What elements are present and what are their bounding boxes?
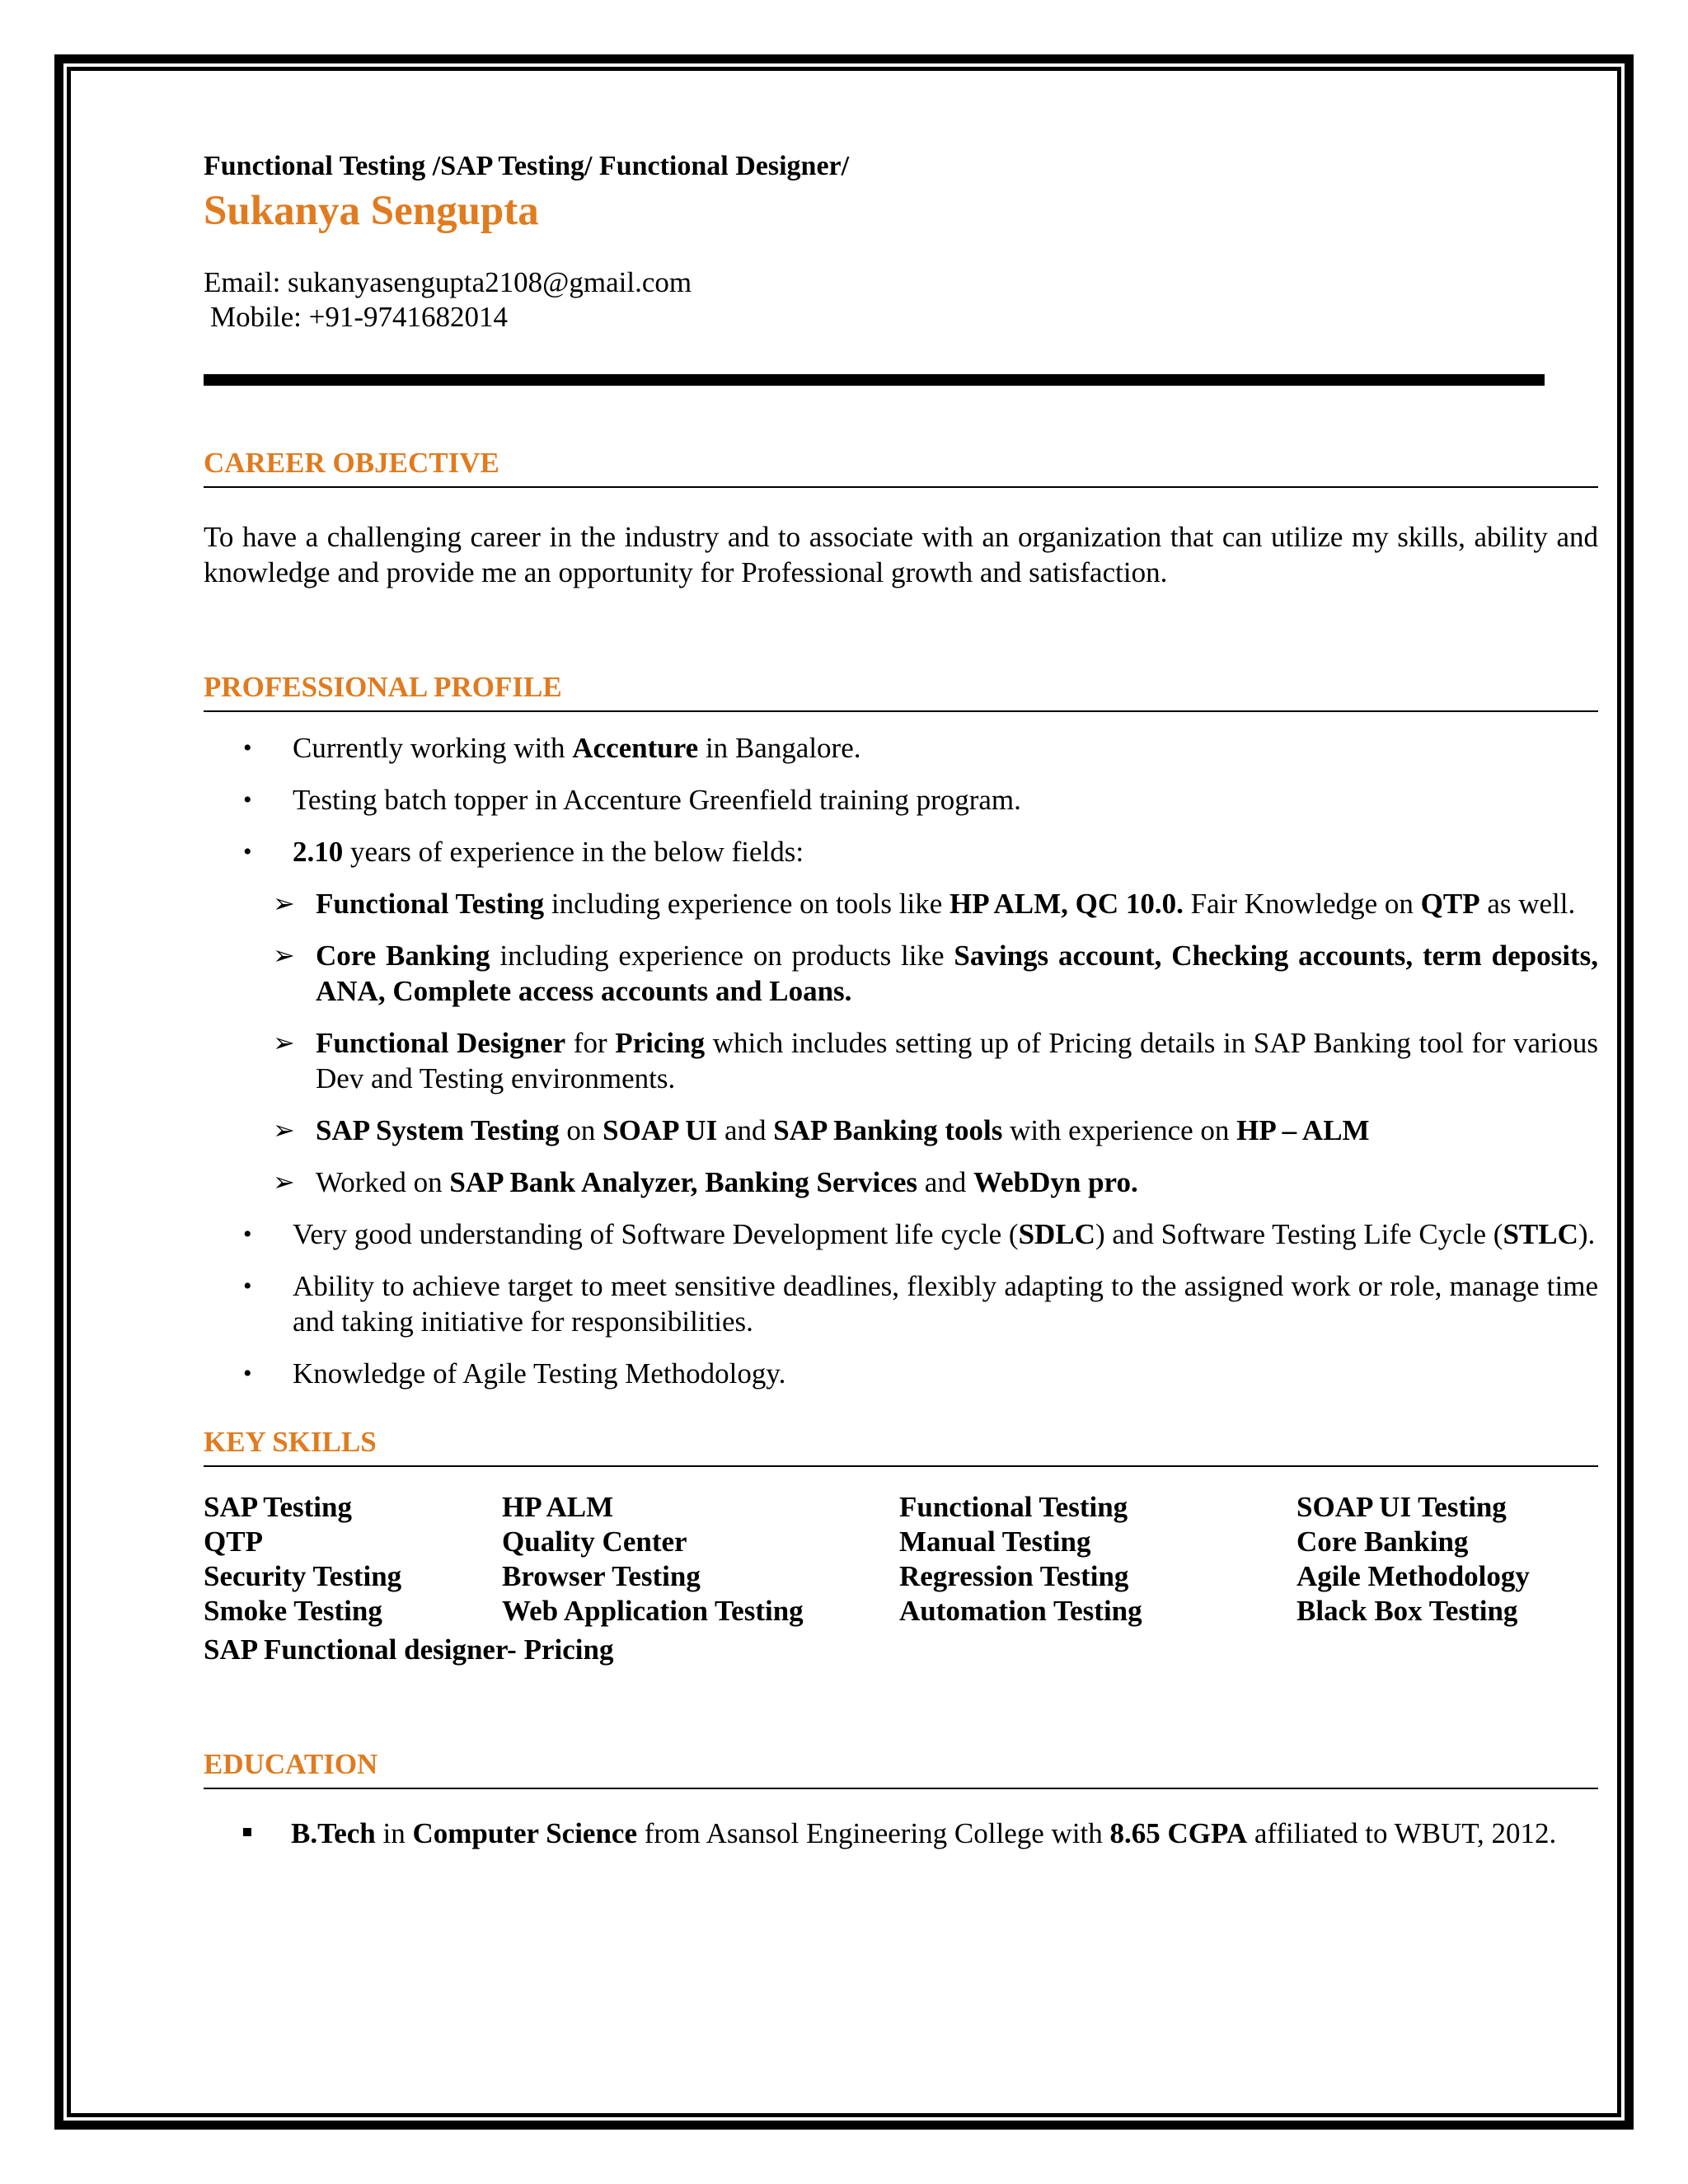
text-run: Very good understanding of Software Development life cycle ( (293, 1218, 1019, 1250)
bold-run: Pricing (615, 1027, 706, 1059)
experience-field-item (204, 1025, 1598, 1096)
experience-fields-list (204, 886, 1598, 1200)
email-line: Email: sukanyasengupta2108@gmail.com (204, 266, 692, 298)
square-bullet-icon (243, 1828, 251, 1836)
bold-run: Functional Designer (316, 1027, 566, 1059)
bold-run: WebDyn pro. (973, 1166, 1138, 1198)
bold-run: Accenture (572, 732, 699, 764)
text-run: ). (1578, 1218, 1596, 1250)
text-run: and (917, 1166, 974, 1198)
skill: Functional Testing (899, 1491, 1128, 1523)
bullet-icon: • (243, 786, 252, 813)
bullet-icon: • (243, 1221, 252, 1248)
bold-run: HP – ALM (1236, 1114, 1370, 1146)
education-list (204, 1816, 1598, 1851)
text-run: including experience on tools like (544, 888, 950, 920)
skill: SAP Functional designer- Pricing (204, 1633, 614, 1666)
skill: Automation Testing (899, 1595, 1142, 1627)
skill: SAP Testing (204, 1491, 352, 1523)
bullet-icon: • (243, 1360, 252, 1387)
mobile-line: Mobile: +91-9741682014 (210, 301, 508, 333)
bold-run: SAP Bank Analyzer, Banking Services (449, 1166, 917, 1198)
profile-item (204, 834, 1598, 1200)
bold-run: SDLC (1018, 1218, 1095, 1250)
section-title-education: EDUCATION (204, 1746, 1598, 1789)
experience-field-item (204, 938, 1598, 1009)
bold-run: SOAP UI (603, 1114, 718, 1146)
skill: Black Box Testing (1296, 1595, 1518, 1627)
bold-run: SAP Banking tools (773, 1114, 1003, 1146)
bold-run: HP ALM, QC 10.0. (949, 888, 1184, 920)
text-run: with experience on (1002, 1114, 1237, 1146)
profile-list (204, 730, 1598, 1391)
text-run: which includes setting up of Pricing details in SAP Banking tool for various Dev and Testing environments. (316, 1027, 1599, 1094)
skill: Web Application Testing (502, 1595, 804, 1627)
profile-item (204, 1268, 1598, 1339)
header-divider (204, 374, 1545, 386)
bold-run: SAP System Testing (316, 1114, 560, 1146)
bold-run: Functional Testing (316, 888, 545, 920)
skill: Agile Methodology (1296, 1560, 1530, 1592)
skill: Quality Center (502, 1526, 687, 1558)
section-title-career-objective: CAREER OBJECTIVE (204, 445, 1598, 488)
resume-body (204, 148, 1598, 1851)
skill: HP ALM (502, 1491, 614, 1523)
text-run: affiliated to WBUT, 2012. (1247, 1817, 1557, 1849)
text-run: Worked on (316, 1166, 450, 1198)
bold-run: Savings account, Checking accounts, term deposits, ANA, Complete access accounts and Loans. (316, 940, 1599, 1007)
arrow-bullet-icon: ➢ (273, 1115, 295, 1145)
profile-item (204, 1356, 1598, 1391)
skill: Browser Testing (502, 1560, 701, 1592)
skill: SOAP UI Testing (1296, 1491, 1507, 1523)
experience-field-item (204, 1113, 1598, 1148)
bold-run: STLC (1503, 1218, 1578, 1250)
text-run: Fair Knowledge on (1183, 888, 1421, 920)
text-run: for (565, 1027, 616, 1059)
text-run: Testing batch topper in Accenture Greenfield training program. (293, 784, 1021, 816)
profile-item (204, 1216, 1598, 1252)
bold-run: B.Tech (291, 1817, 376, 1849)
bold-run: Core Banking (316, 940, 490, 972)
resume-headline: Functional Testing /SAP Testing/ Functional Designer/ (204, 151, 850, 181)
text-run: in (375, 1817, 413, 1849)
bold-run: QTP (1420, 888, 1480, 920)
skill: QTP (204, 1526, 263, 1558)
education-item (204, 1816, 1598, 1851)
bold-run: 2.10 (293, 836, 344, 868)
section-title-key-skills: KEY SKILLS (204, 1424, 1598, 1467)
skill: Core Banking (1296, 1526, 1469, 1558)
arrow-bullet-icon: ➢ (273, 888, 295, 918)
text-run: as well. (1479, 888, 1576, 920)
skills-grid (204, 1490, 1598, 1629)
section-title-professional-profile: PROFESSIONAL PROFILE (204, 669, 1598, 712)
experience-field-item (204, 1165, 1598, 1200)
bullet-icon: • (243, 1272, 252, 1300)
bullet-icon: • (243, 734, 252, 762)
text-run: ) and Software Testing Life Cycle ( (1095, 1218, 1503, 1250)
text-run: from Asansol Engineering College with (637, 1817, 1110, 1849)
candidate-name: Sukanya Sengupta (204, 188, 539, 234)
text-run: years of experience in the below fields: (343, 836, 804, 868)
arrow-bullet-icon: ➢ (273, 1167, 295, 1197)
bullet-icon: • (243, 838, 252, 865)
text-run: on (559, 1114, 603, 1146)
text-run: including experience on products like (490, 940, 954, 972)
profile-item (204, 782, 1598, 818)
text-run: in Bangalore. (698, 732, 861, 764)
contact-info (204, 265, 1598, 335)
text-run: Currently working with (293, 732, 573, 764)
skill: Smoke Testing (204, 1595, 382, 1627)
bold-run: Computer Science (412, 1817, 637, 1849)
experience-field-item (204, 886, 1598, 921)
text-run: Knowledge of Agile Testing Methodology. (293, 1357, 786, 1390)
skill: Manual Testing (899, 1526, 1091, 1558)
career-objective-text: To have a challenging career in the industry and to associate with an organization that can utilize my skills, ability and knowledge and provide me an opportunity for Professional growth and satisfaction. (204, 521, 1598, 588)
text-run: Ability to achieve target to meet sensitive deadlines, flexibly adapting to the assigned work or role, manage time and taking initiative for responsibilities. (293, 1270, 1598, 1338)
bold-run: 8.65 CGPA (1109, 1817, 1248, 1849)
arrow-bullet-icon: ➢ (273, 1028, 295, 1057)
skill: Regression Testing (899, 1560, 1129, 1592)
arrow-bullet-icon: ➢ (273, 940, 295, 970)
text-run: and (717, 1114, 774, 1146)
profile-item (204, 730, 1598, 766)
skill: Security Testing (204, 1560, 402, 1592)
